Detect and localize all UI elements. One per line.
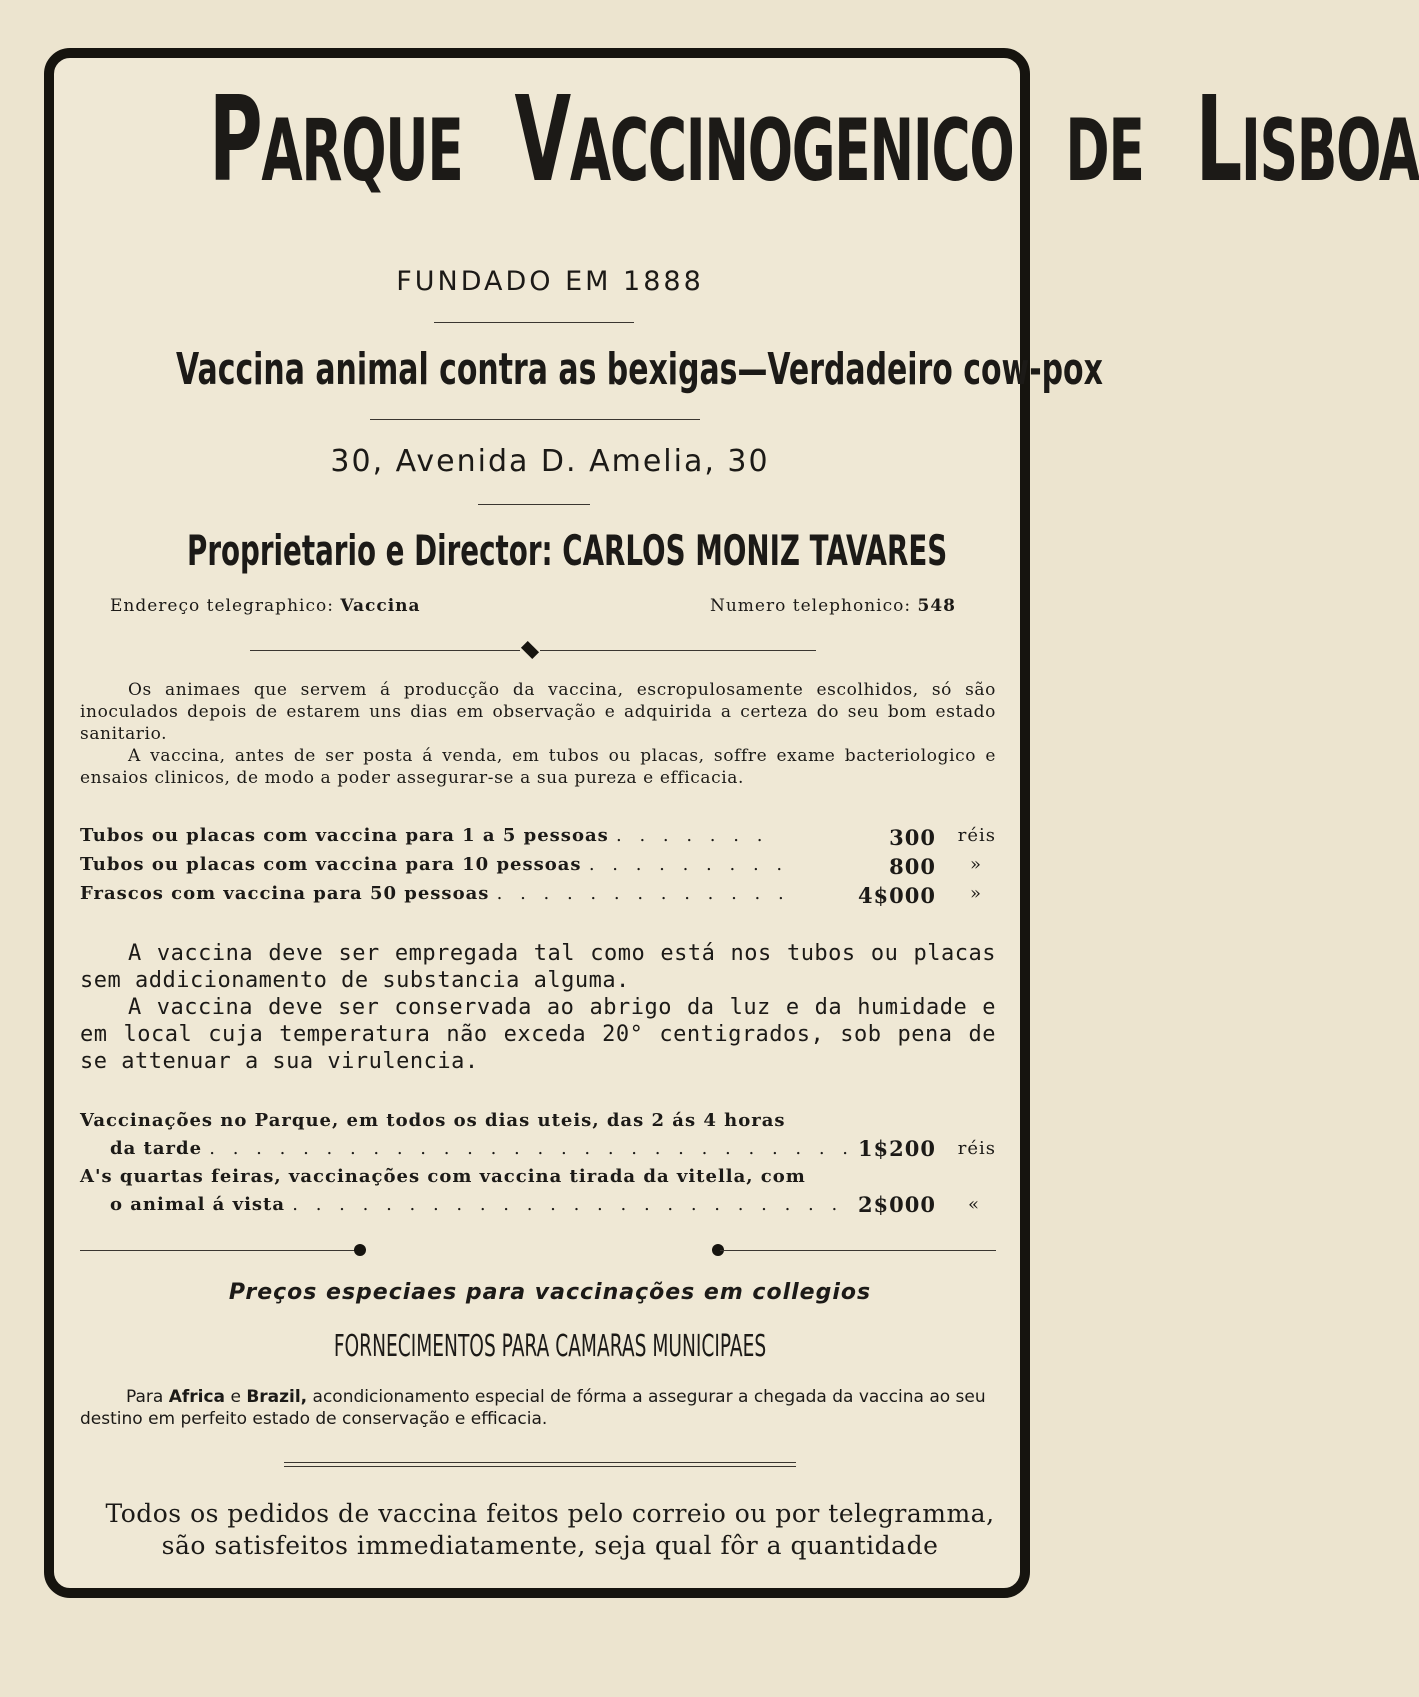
founded-line: FUNDADO EM 1888	[396, 266, 704, 297]
telegraph-address: Endereço telegraphico: Vaccina	[110, 596, 421, 616]
address: 30, Avenida D. Amelia, 30	[330, 444, 770, 479]
page-title	[209, 70, 1419, 208]
title-word-1: PARQUE	[209, 70, 463, 208]
usage-paragraph-1: A vaccina deve ser empregada tal como está nos tubos ou placas sem addicionamento de substancia alguma.	[80, 941, 996, 993]
telephone-number: Numero telephonico: 548	[709, 596, 956, 616]
usage-paragraph-2: A vaccina deve ser conservada ao abrigo da luz e da humidade e em local cuja temperatura não exceda 20° centigrados, sob pena de se attenuar a sua virulencia.	[80, 995, 996, 1074]
divider	[478, 504, 590, 505]
africa-brazil-paragraph: Para Africa e Brazil, acondicionamento especial de fórma a assegurar a chegada da vaccina ao seu destino em perfeito estado de conservação e efficacia.	[80, 1387, 986, 1429]
dot-ornament-icon	[354, 1244, 366, 1256]
divider	[370, 419, 700, 420]
title-word-4: LISBOA	[1195, 70, 1419, 208]
headline: Vaccina animal contra as bexigas—Verdadeiro cow-pox	[176, 344, 1103, 395]
intro-paragraph-2: A vaccina, antes de ser posta á venda, em tubos ou placas, soffre exame bacteriologico e ensaios clinicos, de modo a poder assegurar-se a sua pureza e efficacia.	[80, 746, 996, 788]
closing-notice: Todos os pedidos de vaccina feitos pelo correio ou por telegramma, são satisfeitos immediatamente, seja qual fôr a quantidade	[105, 1499, 995, 1560]
divider	[80, 1250, 360, 1251]
divider	[284, 1462, 796, 1463]
divider	[284, 1466, 796, 1467]
owner-line: Proprietario e Director: CARLOS MONIZ TAVARES	[187, 526, 948, 575]
title-word-3: DE	[1065, 101, 1144, 201]
divider	[250, 650, 520, 651]
session-row: A's quartas feiras, vaccinações com vaccina tirada da vitella, com o animal á vista . . . . . . . . . . . . . . . . . . . . . . . . 2$000 «	[80, 1166, 980, 1217]
special-prices-line: Preços especiaes para vaccinações em collegios	[228, 1280, 872, 1305]
divider	[434, 322, 634, 323]
divider	[540, 650, 816, 651]
session-row: Vaccinações no Parque, em todos os dias uteis, das 2 ás 4 horas da tarde . . . . . . . . . . . . . . . . . . . . . . . . . . . . 1$200 réis	[80, 1110, 996, 1161]
intro-paragraph-1: Os animaes que servem á producção da vaccina, escropulosamente escolhidos, só são inoculados depois de estarem uns dias em observação e adquirida a certeza do seu bom estado sanitario.	[80, 680, 996, 744]
divider	[720, 1250, 996, 1251]
title-word-2: VACCINOGENICO	[514, 70, 1014, 208]
municipal-supply-line: FORNECIMENTOS PARA CAMARAS MUNICIPAES	[333, 1329, 767, 1364]
